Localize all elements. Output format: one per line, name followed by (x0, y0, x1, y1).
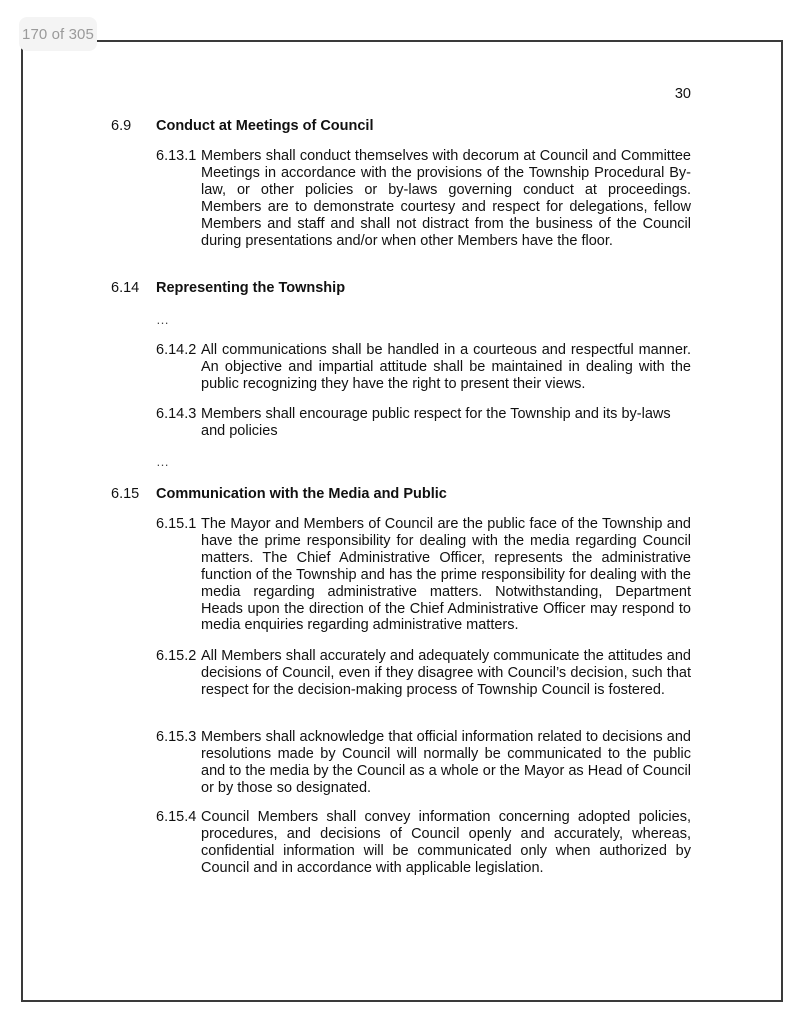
ellipsis-omitted-text: … (156, 312, 170, 327)
clause-6-15-1 (156, 516, 691, 634)
clause-number: 6.15.4 (156, 809, 197, 825)
section-title: Communication with the Media and Public (156, 486, 447, 502)
section-heading-6-9 (111, 118, 374, 135)
section-title: Representing the Township (156, 280, 346, 296)
clause-number: 6.15.3 (156, 729, 197, 745)
ellipsis-omitted-text: … (156, 454, 170, 469)
clause-6-14-2 (156, 342, 691, 393)
clause-number: 6.14.3 (156, 406, 197, 422)
section-number: 6.14 (111, 280, 140, 296)
section-number: 6.9 (111, 118, 132, 134)
section-heading-6-14 (111, 280, 345, 297)
clause-text: All Members shall accurately and adequately communicate the attitudes and decisions of Council, even if they disagree with Council’s decision, such that respect for the decision-making process of Township Council is fostered. (201, 648, 691, 698)
clause-text: Members shall acknowledge that official information related to decisions and resolutions made by Council will normally be communicated to the public and to the media by the Council as a whole or the Mayor as Head of Council or by those so designated. (201, 729, 691, 796)
page-counter-text: 170 of 305 (22, 26, 94, 43)
clause-text: The Mayor and Members of Council are the public face of the Township and have the prime responsibility for dealing with the media regarding Council matters. The Chief Administrative Officer, represents the administrative function of the Township and has the prime responsibility for dealing with the media regarding administrative matters. Notwithstanding, Department Heads upon the direction of the Chief Administrative Officer may respond to media enquiries regarding administrative matters. (201, 516, 691, 634)
clause-number: 6.15.1 (156, 516, 197, 532)
section-heading-6-15 (111, 486, 447, 503)
clause-number: 6.14.2 (156, 342, 197, 358)
clause-6-15-4 (156, 809, 691, 877)
clause-number: 6.13.1 (156, 148, 197, 164)
clause-text: Members shall conduct themselves with decorum at Council and Committee Meetings in accordance with the provisions of the Township Procedural By-law, or other policies or by-laws governing conduct at proceedings. Members are to demonstrate courtesy and respect for delegations, fellow Members and staff and shall not distract from the business of the Council during presentations and/or when other Members have the floor. (201, 148, 691, 249)
clause-6-14-3 (156, 406, 691, 440)
clause-text: All communications shall be handled in a courteous and respectful manner. An objective and impartial attitude shall be maintained in dealing with the public recognizing they have the right to present their views. (201, 342, 691, 392)
clause-number: 6.15.2 (156, 648, 197, 664)
clause-6-13-1 (156, 148, 691, 249)
page-counter-badge (19, 17, 97, 51)
clause-text: Council Members shall convey information concerning adopted policies, procedures, and decisions of Council openly and accurately, whereas, confidential information will be communicated only when authorized by Council and in accordance with applicable legislation. (201, 809, 691, 876)
clause-6-15-2 (156, 648, 691, 699)
clause-text: Members shall encourage public respect for the Township and its by-laws and policies (201, 406, 671, 439)
clause-6-15-3 (156, 729, 691, 797)
section-number: 6.15 (111, 486, 140, 502)
section-title: Conduct at Meetings of Council (156, 118, 374, 134)
page-number: 30 (674, 86, 691, 102)
